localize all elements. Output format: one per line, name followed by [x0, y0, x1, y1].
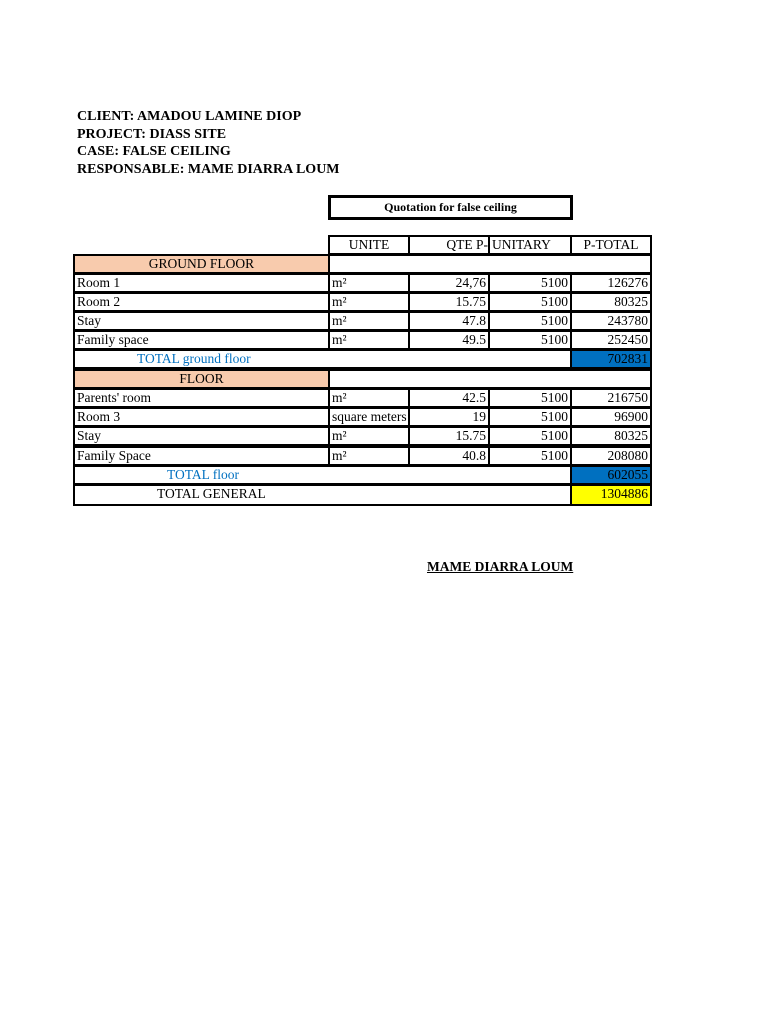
table-row-total: 243780 [570, 311, 652, 331]
ground-floor-total-label: TOTAL ground floor [73, 349, 572, 369]
table-row-qte: 47.8 [408, 311, 490, 331]
col-header-pu-label: UNITARY [492, 237, 551, 252]
table-row-name: Family Space [73, 446, 330, 466]
table-row-name: Room 3 [73, 407, 330, 427]
table-row-pu: 5100 [488, 330, 572, 350]
table-row-name: Family space [73, 330, 330, 350]
col-header-unite: UNITE [328, 235, 410, 255]
table-row-unit: m² [328, 426, 410, 446]
table-row-qte: 42.5 [408, 388, 490, 408]
col-header-pu [488, 235, 572, 255]
table-row-total: 216750 [570, 388, 652, 408]
table-row-pu: 5100 [488, 273, 572, 293]
table-row-pu: 5100 [488, 311, 572, 331]
table-row-qte: 49.5 [408, 330, 490, 350]
table-row-unit: m² [328, 330, 410, 350]
floor-total-value: 602055 [570, 465, 652, 485]
table-row-unit: m² [328, 273, 410, 293]
table-row-name: Room 2 [73, 292, 330, 312]
table-row-pu: 5100 [488, 388, 572, 408]
ground-floor-title: GROUND FLOOR [73, 254, 330, 274]
col-header-qte [408, 235, 490, 255]
table-row-total: 208080 [570, 446, 652, 466]
header-blank-cell [73, 235, 330, 255]
table-row-pu: 5100 [488, 292, 572, 312]
table-row-unit: m² [328, 388, 410, 408]
table-row-qte: 24,76 [408, 273, 490, 293]
floor-total-label: TOTAL floor [73, 465, 572, 485]
table-row-total: 126276 [570, 273, 652, 293]
table-row-pu: 5100 [488, 407, 572, 427]
table-row-name: Parents' room [73, 388, 330, 408]
col-header-qte-label: QTE [446, 237, 473, 252]
table-row-unit: m² [328, 292, 410, 312]
general-total-label: TOTAL GENERAL [73, 484, 572, 506]
quotation-title: Quotation for false ceiling [328, 195, 573, 220]
table-row-unit: square meters [328, 407, 410, 427]
table-row-qte: 40.8 [408, 446, 490, 466]
table-row-name: Stay [73, 426, 330, 446]
client-line: CLIENT: AMADOU LAMINE DIOP [77, 109, 302, 124]
table-row-pu: 5100 [488, 446, 572, 466]
table-row-unit: m² [328, 311, 410, 331]
table-row-qte: 19 [408, 407, 490, 427]
table-row-name: Stay [73, 311, 330, 331]
project-line: PROJECT: DIASS SITE [77, 126, 227, 142]
case-line: CASE: FALSE CEILING [77, 144, 231, 159]
general-total-value: 1304886 [570, 484, 652, 506]
table-row-total: 96900 [570, 407, 652, 427]
col-header-pu-prefix: P- [475, 237, 488, 252]
signature: MAME DIARRA LOUM [427, 559, 574, 574]
table-row-total: 252450 [570, 330, 652, 350]
table-row-pu: 5100 [488, 426, 572, 446]
col-header-ptotal: P-TOTAL [570, 235, 652, 255]
table-row-qte: 15.75 [408, 426, 490, 446]
ground-floor-title-filler [328, 254, 652, 274]
table-row-total: 80325 [570, 292, 652, 312]
table-row-name: Room 1 [73, 273, 330, 293]
table-row-unit: m² [328, 446, 410, 466]
table-row-total: 80325 [570, 426, 652, 446]
table-row-qte: 15.75 [408, 292, 490, 312]
floor-title-filler [328, 369, 652, 389]
ground-floor-total-value: 702831 [570, 349, 652, 369]
responsable-line: RESPONSABLE: MAME DIARRA LOUM [77, 161, 340, 177]
floor-title: FLOOR [73, 369, 330, 389]
